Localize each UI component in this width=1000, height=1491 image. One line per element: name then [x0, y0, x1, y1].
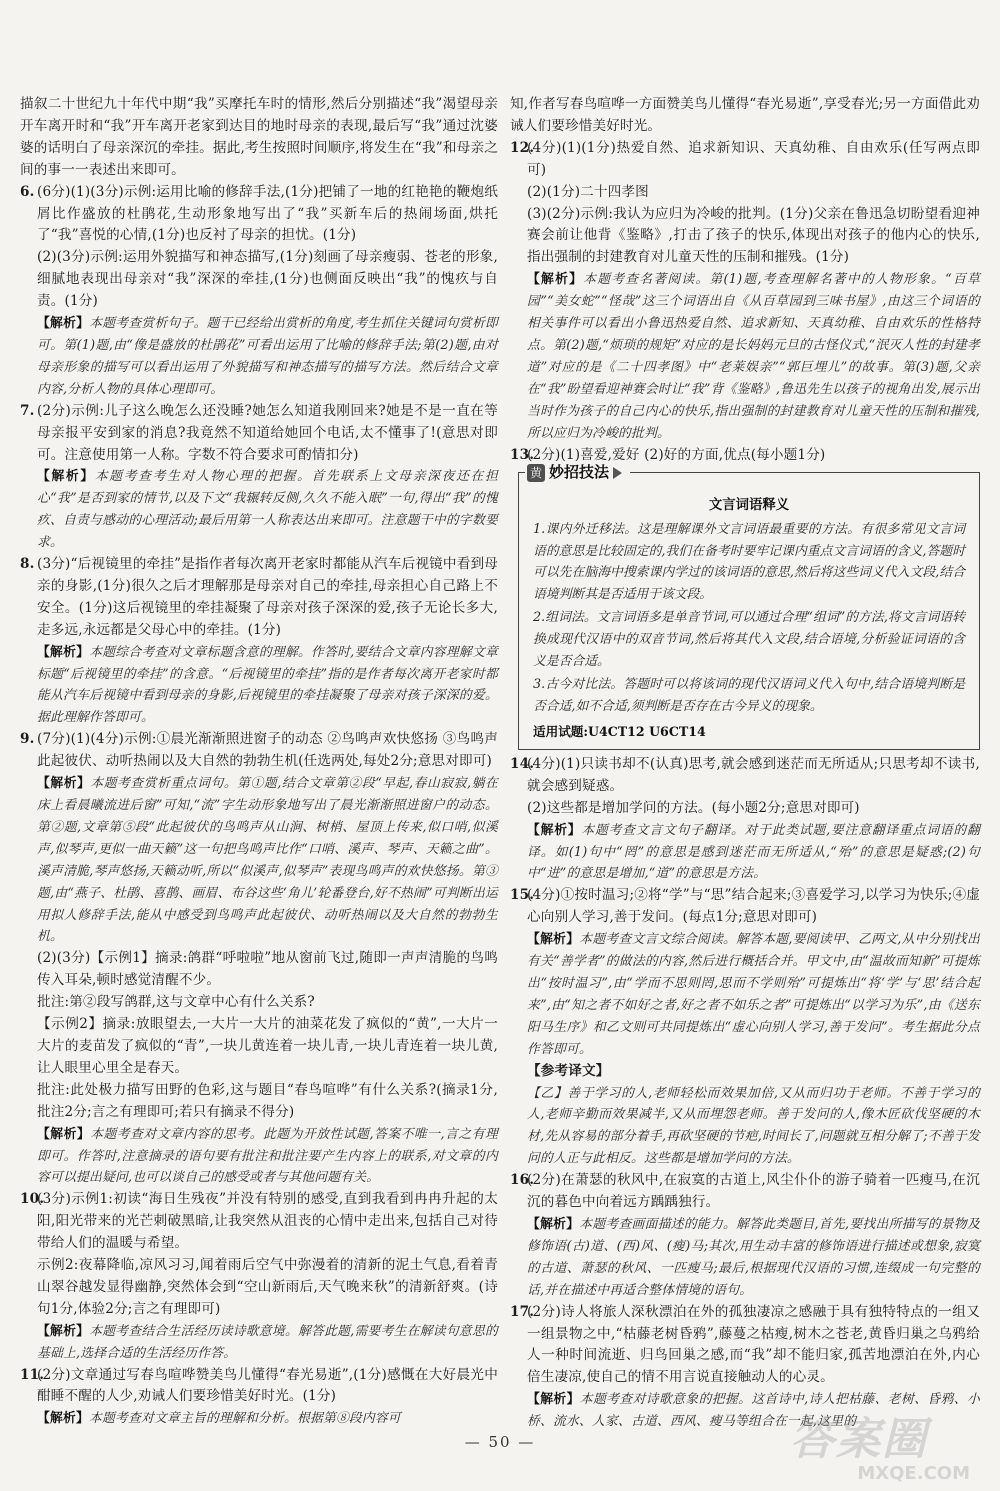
answer-text: (2分)示例:儿子这么晚怎么还没睡?她怎么知道我刚回来?她是不是一直在等母亲报平安到家的消息?我竟然不知道给她回个电话,太不懂事了!(意思对即可。注意使用第一人称。字数不符合要求可酌情扣分) — [37, 402, 498, 463]
answer-text: (3)(2分)示例:我认为应归为冷峻的批判。(1分)父亲在鲁迅急切盼望看迎神赛会前让他背《鉴略》,打击了孩子的快乐,体现出对孩子的他内心的快乐,指出强制的封建教育对儿童天性的压制和摧残。(1分) — [527, 205, 980, 266]
answer-text: (4分)(1)(1分)热爱自然、追求新知识、天真幼稚、自由欢乐(任写两点即可) — [527, 139, 980, 178]
question-number: 17. — [510, 1303, 535, 1320]
answer-line: 【示例2】摘录:放眼望去,一大片一大片的油菜花发了疯似的“黄”,一大片一大片的麦苗发了疯似的“青”,一块儿黄连着一块儿青,一块儿青连着一块儿黄,让人眼里心里全是春天。 — [37, 1016, 498, 1076]
tip-tab — [525, 462, 630, 484]
answer-block — [20, 729, 498, 1189]
analysis-note — [37, 1321, 498, 1365]
question-number: 6. — [20, 183, 35, 200]
analysis-note — [37, 642, 498, 730]
question-number: 14. — [510, 755, 535, 772]
analysis-text: 本题考查赏析句子。题干已经给出赏析的角度,考生抓住关键词句赏析即可。第(1)题,由“像是盛放的杜鹃花”可看出运用了比喻的修辞手法;第(2)题,由对母亲形象的描写可以看出运用了外貌描写和神态描写的描写方法。然后结合文章内容,分析人物的具体心理即可。 — [37, 316, 498, 397]
analysis-text: 本题考查赏析重点词句。第①题,结合文章第②段“早起,春山寂寂,躺在床上看晨曦流进后窗”可知,“流”字生动形象地写出了晨光渐渐照进窗户的动态。第②题,文章第⑤段“此起彼伏的鸟鸣声从山涧、树梢、屋顶上传来,似口哨,似溪声,似琴声,更似一曲天籁”这一句把鸟鸣声比作“口哨、溪声、琴声、天籁之曲”。溪声清脆,琴声悠扬,天籁动听,所以“似溪声,似琴声”表现鸟鸣声的欢快悠扬。第③题,由“燕子、杜鹃、喜鹊、画眉、布谷这些‘角儿’轮番登台,好不热闹”可判断出运用拟人修辞手法,能从中感受到鸟鸣声此起彼伏、动听热闹以及大自然的勃勃生机。 — [37, 776, 498, 945]
question-number: 8. — [20, 556, 35, 573]
answer-line — [20, 729, 498, 773]
answer-line — [527, 182, 980, 204]
tip-item: 3.古今对比法。答题时可以将该词的现代汉语词义代入句中,结合语境判断是否合适,如不合适,须判断是否存在古今异义的现象。 — [533, 677, 965, 714]
answer-block — [20, 182, 498, 401]
watermark-logo-text: 答案圈 — [790, 1414, 928, 1465]
watermark-logo — [790, 1403, 970, 1483]
answer-text: (6分)(1)(3分)示例:运用比喻的修辞手法,(1分)把铺了一地的红艳艳的鞭炮纸屑比作盛放的杜鹃花,生动形象地写出了“我”买新车后的热闹场面,烘托了“我”喜悦的心情,(1分)也反衬了母亲的担忧。(1分) — [37, 183, 498, 244]
right-answers — [510, 138, 980, 467]
question-number: 9. — [20, 731, 35, 748]
analysis-text: 本题考查画面描述的能力。解答此类题目,首先,要找出所描写的景物及修饰语(古)道、(西)风、(瘦)马;其次,用生动丰富的修饰语进行描述或想象,寂寞的古道、萧瑟的秋风、一匹瘦马;最后,根据现代汉语的习惯,连缀成一句完整的话,并在描述中再适合整体情境的语句。 — [527, 1216, 980, 1298]
answer-block — [510, 754, 980, 885]
answer-line — [510, 885, 980, 929]
answer-line — [510, 138, 980, 182]
page-number: — 50 — — [464, 1433, 536, 1451]
answer-line: 批注:第②段写鸽群,这与文章中心有什么关系? — [37, 994, 315, 1011]
tip-item: 1.课内外迁移法。这是理解课外文言词语最重要的方法。有很多常见文言词语的意思是比较固定的,我们在备考时要牢记课内重点文言词语的含义,答题时可以先在脑海中搜索课内学过的该词语的意思,然后将这些词义代入文段,结合语境判断其是否适用于该文段。 — [533, 522, 965, 602]
tip-heading: 文言词语释义 — [708, 497, 790, 514]
question-number: 11. — [20, 1366, 45, 1383]
answer-text: (4分)(1)只读书却不(认真)思考,就会感到迷茫而无所适从;只思考却不读书,就会感到疑惑。 — [527, 755, 980, 794]
tip-title: 妙招技法 — [549, 463, 610, 482]
analysis-tag: 【解析】 — [37, 644, 90, 660]
right-answers-continued — [510, 754, 980, 1433]
analysis-text: 本题考查对文章内容的思考。此题为开放性试题,答案不唯一,言之有理即可。作答时,注意摘录的语句要有批注和批注要产生内容上的联系,对文章的内容可以提出疑问,也可以谈自己的感受或者与其他问题有关。 — [37, 1126, 498, 1186]
watermark-url: MXQE.COM — [857, 1463, 970, 1484]
analysis-tag: 【解析】 — [37, 469, 95, 485]
answer-line: (2)(3分)【示例1】摘录:鸽群“呼啦啦”地从窗前飞过,随即一声声清脆的鸟鸣传入耳朵,顿时感觉清醒不少。 — [37, 950, 498, 989]
analysis-note — [37, 313, 498, 401]
answer-line — [20, 401, 498, 467]
tip-box — [518, 463, 980, 750]
answer-text: (3分)示例1:初读“海日生残夜”并没有特别的感受,直到我看到冉冉升起的太阳,阳光带来的光芒刺破黑暗,让我突然从沮丧的心情中走出来,包括自己对待带给人们的温暖与希望。 — [37, 1191, 498, 1252]
answer-text: (2分)(1)喜爱,爱好 (2)好的方面,优点(每小题1分) — [527, 446, 826, 463]
answer-line — [20, 554, 498, 642]
answer-line — [510, 1302, 980, 1390]
analysis-tag: 【解析】 — [527, 932, 580, 948]
answer-line — [510, 754, 980, 798]
answer-text: (3分)“后视镜里的牵挂”是指作者每次离开老家时都能从汽车后视镜中看到母亲的身影,(1分)很久之后才理解那是母亲对自己的牵挂,母亲担心自己路上不安全。(1分)这后视镜里的牵挂凝聚了母亲对孩子深深的爱,孩子无论长多大,走多远,永远都是父母心中的牵挂。(1分) — [37, 556, 498, 638]
answer-line — [37, 247, 498, 313]
answer-text: 示例2:夜幕降临,凉风习习,闻着雨后空气中弥漫着的清新的泥土气息,看着青山翠谷越发显得幽静,突然体会到“空山新雨后,天气晚来秋”的清新舒爽。(诗句1分,体验2分;言之有理即可) — [37, 1257, 498, 1317]
answer-text: (2)(3分)示例:运用外貌描写和神态描写,(1分)刻画了母亲瘦弱、苍老的形象,细腻地表现出母亲对“我”深深的牵挂,(1分)也侧面反映出“我”的愧疚与自责。(1分) — [37, 249, 498, 310]
answer-text: (2分)在萧瑟的秋风中,在寂寞的古道上,风尘仆仆的游子骑着一匹瘦马,在沉沉的暮色中向着远方踽踽独行。 — [527, 1172, 980, 1211]
answer-block — [20, 1365, 498, 1431]
answer-text: (4分)①按时温习;②将“学”与“思”结合起来;③喜爱学习,以学习为快乐;④虚心向别人学习,善于发问。(每点1分;意思对即可) — [527, 887, 980, 926]
answer-line — [20, 1189, 498, 1255]
analysis-note — [37, 773, 498, 948]
analysis-text: 本题考查对文章主旨的理解和分析。根据第⑧段内容可 — [89, 1411, 401, 1427]
answer-text: (7分)(1)(4分)示例:①晨光渐渐照进窗子的动态 ②鸟鸣声欢快悠扬 ③鸟鸣声此起彼伏、动听热闹以及大自然的勃勃生机(任选两处,每处2分;意思对即可) — [37, 731, 498, 770]
left-column — [20, 94, 498, 1430]
analysis-tag: 【解析】 — [527, 1392, 580, 1408]
analysis-note — [527, 1214, 980, 1302]
answer-block — [20, 1189, 498, 1364]
analysis-tag: 【解析】 — [37, 1126, 91, 1142]
answer-line — [20, 182, 498, 248]
answer-line — [20, 1365, 498, 1409]
analysis-note — [527, 269, 980, 444]
analysis-note — [527, 820, 980, 886]
answer-block — [20, 401, 498, 554]
answer-block — [20, 554, 498, 729]
analysis-tag: 【解析】 — [37, 1411, 89, 1427]
answer-block — [510, 885, 980, 1170]
right-intro: 知,作者写春鸟喧哗一方面赞美鸟儿懂得“春光易逝”,享受春光;另一方面借此劝诫人们要珍惜美好时光。 — [510, 96, 980, 134]
answer-line — [527, 204, 980, 270]
analysis-tag: 【解析】 — [527, 822, 582, 838]
analysis-tag: 【解析】 — [37, 1323, 90, 1339]
arrow-right-icon — [613, 467, 622, 479]
analysis-note — [37, 466, 498, 554]
analysis-text: 本题考查结合生活经历读诗歌意境。解答此题,需要考生在解读句意思的基础上,选择合适的生活经历作答。 — [37, 1323, 498, 1361]
analysis-text: 本题综合考查对文章标题含意的理解。作答时,要结合文章内容理解文章标题“后视镜里的牵挂”的含意。“后视镜里的牵挂”指的是作者每次离开老家时都能从汽车后视镜中看到母亲的身影,后视镜里的牵挂凝聚了母亲对孩子深深的爱。据此理解作答即可。 — [37, 644, 498, 726]
answer-line: 批注:此处极力描写田野的色彩,这与题目“春鸟喧哗”有什么关系?(摘录1分,批注2分;言之有理即可;若只有摘录不得分) — [37, 1081, 498, 1120]
left-answers — [20, 182, 498, 1431]
reference-translation: 【乙】善于学习的人,老师轻松而效果加倍,又从而归功于老师。不善于学习的人,老师辛勤而效果减半,又从而埋怨老师。善于发问的人,像木匠砍伐坚硬的木材,先从容易的部分着手,再砍坚硬的节疤,时间长了,问题就互相分解了;不善于发问的人正与此相反。这些都是增加学问的方法。 — [527, 1085, 980, 1167]
question-number: 7. — [20, 402, 35, 419]
analysis-text: 本题考查对诗歌意象的把握。这首诗中,诗人把枯藤、老树、昏鸦、小桥、流水、人家、古道、西风、瘦马等组合在一起,这里的 — [527, 1392, 980, 1430]
answer-line — [510, 1170, 980, 1214]
analysis-note — [37, 1408, 498, 1430]
answer-text: (2)这些都是增加学问的方法。(每小题2分;意思对即可) — [527, 799, 860, 816]
analysis-text: 本题考查文言文句子翻译。对于此类试题,要注意翻译重点词语的翻译。如(1)句中“罔”的意思是感到迷茫而无所适从,“殆”的意思是疑惑;(2)句中“进”的意思是增加,“道”的意思是方法。 — [527, 822, 980, 882]
answer-text: (2分)文章通过写春鸟喧哗赞美鸟儿懂得“春光易逝”,(1分)感慨在大好晨光中酣睡不醒的人少,劝诫人们要珍惜美好时光。(1分) — [37, 1366, 498, 1405]
analysis-text: 本题考查名著阅读。第(1)题,考查理解名著中的人物形象。“百草园”“美女蛇”“怪哉”这三个词语出自《从百草园到三味书屋》,由这三个词语的相关事件可以看出小鲁迅热爱自然、追求新知、天真幼稚、自由欢乐的性格特点。第(2)题,“烦琐的规矩”对应的是长妈妈元旦的古怪仪式,“泯灭人性的封建孝道”对应的是《二十四孝图》中“老莱娱亲”“郭巨埋儿”的故事。第(3)题,父亲在“我”盼望看迎神赛会时让“我”背《鉴略》,鲁迅先生以孩子的视角出发,展示出当时作为孩子的自己内心的快乐,指出强制的封建教育对儿童天性的压制和摧残,所以应归为冷峻的批判。 — [527, 272, 980, 441]
analysis-tag: 【解析】 — [37, 776, 91, 792]
analysis-tag: 【解析】 — [37, 316, 90, 332]
tip-item: 2.组词法。文言词语多是单音节词,可以通过合理“组词”的方法,将文言词语转换成现代汉语中的双音节词,然后将其代入文段,结合语境,分析验证词语的含义是否合适。 — [533, 610, 965, 669]
question-number: 15. — [510, 887, 535, 904]
analysis-note — [37, 1124, 498, 1190]
right-column — [510, 94, 980, 1433]
left-intro: 描叙二十世纪九十年代中期“我”买摩托车时的情形,然后分别描述“我”渴望母亲开车离开时和“我”开车离开老家到达目的地时母亲的表现,最后写“我”通过沈婆婆的话明白了母亲深沉的牵挂。据此,考生按照时间顺序,将发生在“我”和母亲之间的事一一表述出来即可。 — [20, 96, 498, 178]
answer-block — [510, 138, 980, 445]
answer-text: (2分)诗人将旅人深秋漂泊在外的孤独凄凉之感融于具有独特特点的一组又一组景物之中,“枯藤老树昏鸦”,藤蔓之枯瘦,树木之苍老,黄昏归巢之乌鸦给人一种时间流逝、归鸟回巢之感,而“我”却不能归家,孤苦地漂泊在外,内心倍生凄凉,使自己的情不用言说直接触动人的心灵。 — [527, 1303, 980, 1386]
answer-text: (2)(1分)二十四孝图 — [527, 183, 649, 200]
reference-translation-heading: 【参考译文】 — [527, 1062, 610, 1079]
analysis-text: 本题考查考生对人物心理的把握。首先联系上文母亲深夜还在担心“我”是否到家的情节,以及下文“我辗转反侧,久久不能入眠”一句,得出“我”的愧疚、自责与感动的心理活动;最后用第一人称表达出来即可。注意题干中的字数要求。 — [37, 469, 498, 551]
analysis-note — [527, 929, 980, 1060]
tip-badge-icon: 黄 — [527, 464, 545, 482]
answer-line — [527, 798, 980, 820]
question-number: 10. — [20, 1191, 45, 1208]
answer-block — [510, 1170, 980, 1301]
answer-line — [37, 1255, 498, 1321]
tip-footer: 适用试题:U4CT12 U6CT14 — [533, 724, 706, 740]
analysis-text: 本题考查文言文综合阅读。解答本题,要阅读甲、乙两文,从中分别找出有关“善学者”的做法的内容,然后进行概括合并。甲文中,由“温故而知新”可提炼出“按时温习”,由“学而不思则罔,思而不学则殆”可提炼出“将‘学’与‘思’结合起来”,由“知之者不如好之者,好之者不如乐之者”可提炼出“以学习为乐”,由《送东阳马生序》和乙文则可共同提炼出“虚心向别人学习,善于发问”。考生据此分点作答即可。 — [527, 932, 980, 1057]
question-number: 16. — [510, 1172, 535, 1189]
analysis-tag: 【解析】 — [527, 1216, 580, 1232]
question-number: 12. — [510, 139, 535, 156]
question-number: 13. — [510, 446, 535, 463]
analysis-tag: 【解析】 — [527, 272, 584, 288]
